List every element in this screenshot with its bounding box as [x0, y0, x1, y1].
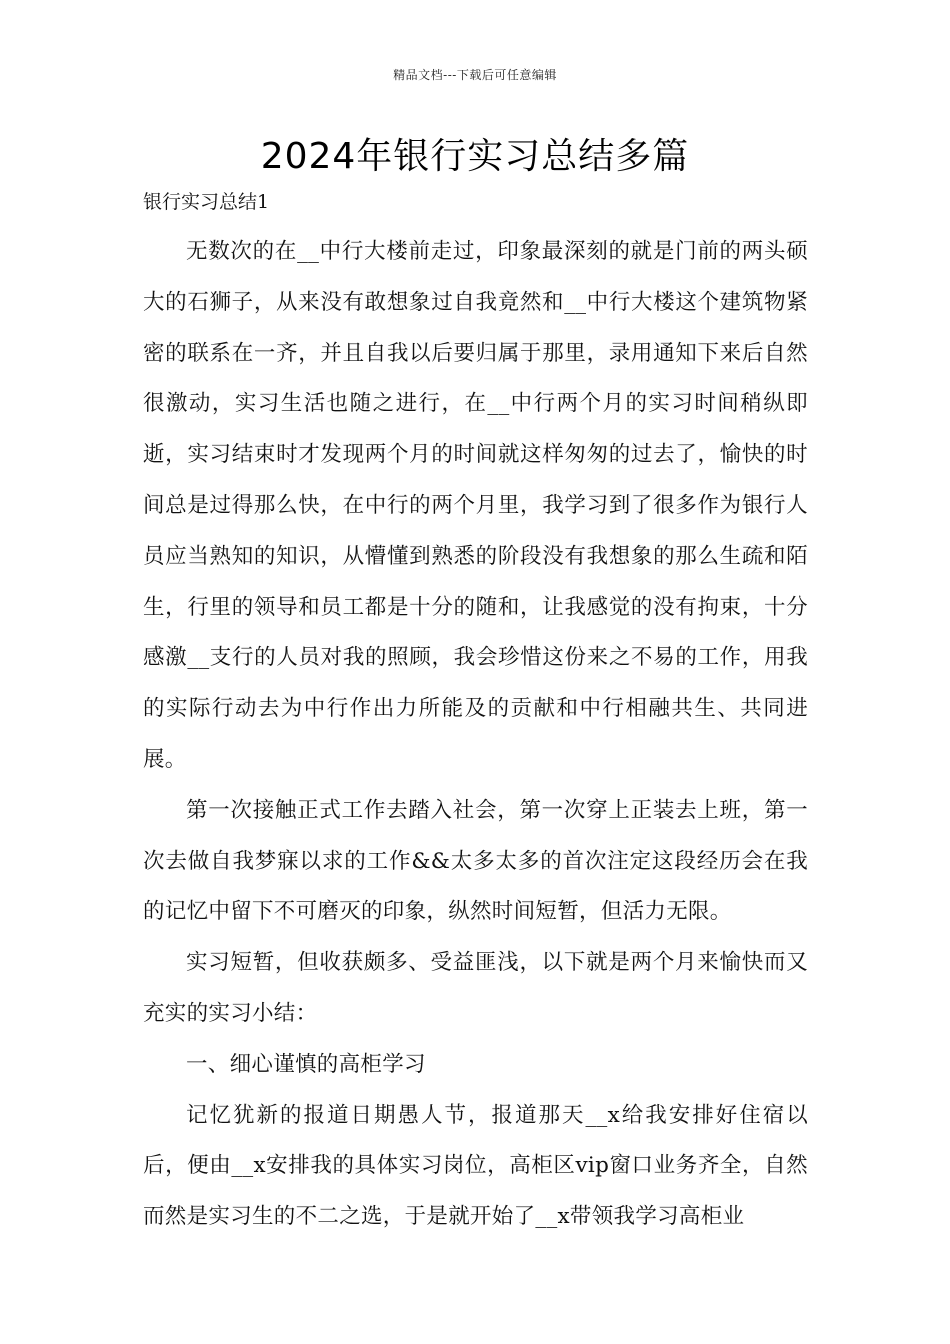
subsection-heading: 一、细心谨慎的高柜学习 — [186, 1051, 426, 1077]
header-note: 精品文档---下载后可任意编辑 — [393, 68, 557, 82]
document-body — [143, 178, 808, 1243]
section-heading: 银行实习总结1 — [143, 191, 270, 213]
paragraph-1: 无数次的在__中行大楼前走过，印象最深刻的就是门前的两头硕大的石狮子，从来没有敢想象过自我竟然和__中行大楼这个建筑物紧密的联系在一齐，并且自我以后要归属于那里，录用通知下来后自然很激动，实习生活也随之进行，在__中行两个月的实习时间稍纵即逝，实习结束时才发现两个月的时间就这样匆匆的过去了，愉快的时间总是过得那么快，在中行的两个月里，我学习到了很多作为银行人员应当熟知的知识，从懵懂到熟悉的阶段没有我想象的那么生疏和陌生，行里的领导和员工都是十分的随和，让我感觉的没有拘束，十分感激__支行的人员对我的照顾，我会珍惜这份来之不易的工作，用我的实际行动去为中行作出力所能及的贡献和中行相融共生、共同进展。 — [143, 239, 808, 772]
paragraph-2: 第一次接触正式工作去踏入社会，第一次穿上正装去上班，第一次去做自我梦寐以求的工作&&太多太多的首次注定这段经历会在我的记忆中留下不可磨灭的印象，纵然时间短暂，但活力无限。 — [143, 797, 808, 925]
paragraph-4: 记忆犹新的报道日期愚人节，报道那天__x给我安排好住宿以后，便由__x安排我的具体实习岗位，高柜区vip窗口业务齐全，自然而然是实习生的不二之选，于是就开始了__x带领我学习高柜业 — [143, 1102, 808, 1230]
document-title: 2024年银行实习总结多篇 — [260, 136, 690, 177]
paragraph-3: 实习短暂，但收获颇多、受益匪浅，以下就是两个月来愉快而又充实的实习小结： — [143, 950, 808, 1026]
